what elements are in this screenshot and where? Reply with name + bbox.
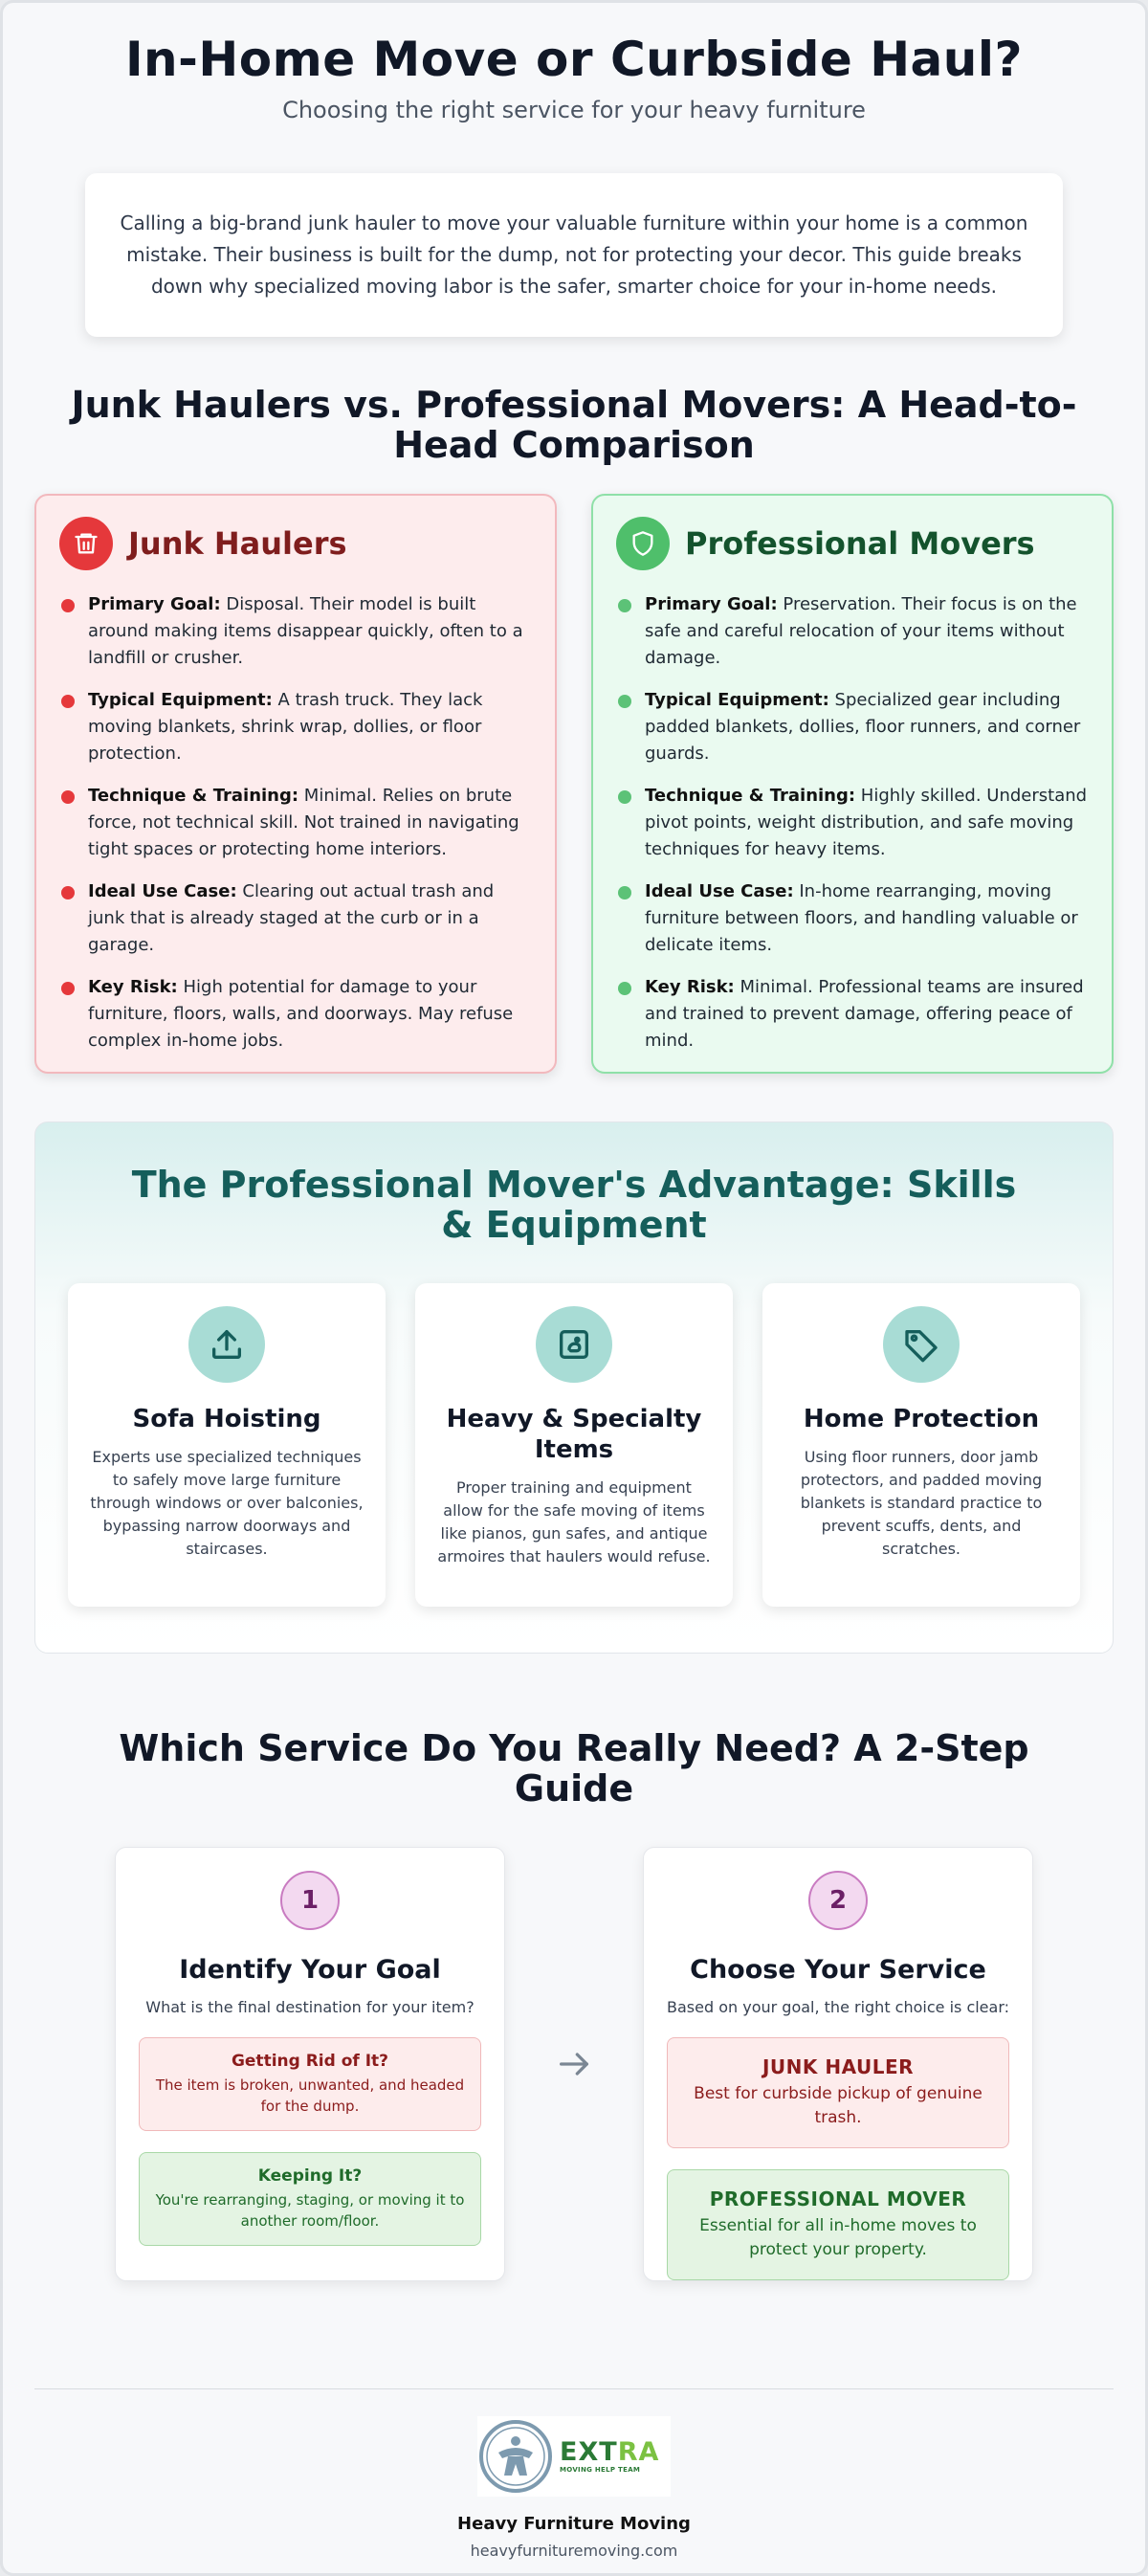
guide-steps	[3, 1847, 1145, 2281]
upload-arrow-icon	[188, 1306, 265, 1383]
list-item: Typical Equipment: Specialized gear including padded blankets, dollies, floor runners, and corner guards.	[616, 687, 1089, 767]
junk-haulers-column	[34, 494, 557, 1074]
arrow-right-icon	[505, 2045, 643, 2083]
bullet-dot	[618, 790, 631, 804]
step-description: What is the final destination for your item?	[145, 1998, 475, 2016]
professional-movers-column	[591, 494, 1114, 1074]
step-1-card	[115, 1847, 505, 2281]
option-professional-mover: PROFESSIONAL MOVER Essential for all in-home moves to protect your property.	[667, 2169, 1009, 2280]
intro-card: Calling a big-brand junk hauler to move your valuable furniture within your home is a common mistake. Their business is built for the dump, not for protecting your decor. This guide breaks down why specialized moving labor is the safer, smarter choice for your in-home needs.	[85, 173, 1063, 337]
junk-haulers-list	[59, 591, 532, 1055]
bullet-dot	[618, 982, 631, 995]
bullet-dot	[61, 599, 75, 612]
step-number-badge: 2	[808, 1871, 868, 1930]
step-number-badge: 1	[280, 1871, 340, 1930]
card-title: Sofa Hoisting	[132, 1405, 321, 1433]
advantage-card-sofa-hoisting	[68, 1283, 386, 1607]
shield-icon	[616, 517, 670, 570]
professional-movers-list	[616, 591, 1089, 1055]
bullet-dot	[61, 886, 75, 899]
step-title: Choose Your Service	[690, 1955, 986, 1985]
list-item: Ideal Use Case: Clearing out actual trash and junk that is already staged at the curb or in a garage.	[59, 878, 532, 959]
bullet-dot	[61, 695, 75, 708]
bullet-dot	[618, 886, 631, 899]
advantage-cards	[68, 1283, 1080, 1607]
list-item: Typical Equipment: A trash truck. They lack moving blankets, shrink wrap, dollies, or floor protection.	[59, 687, 532, 767]
card-title: Home Protection	[803, 1405, 1040, 1433]
list-item: Ideal Use Case: In-home rearranging, moving furniture between floors, and handling valuable or delicate items.	[616, 878, 1089, 959]
advantage-title: The Professional Mover's Advantage: Skills & Equipment	[131, 1164, 1017, 1246]
option-junk-hauler: JUNK HAULER Best for curbside pickup of genuine trash.	[667, 2037, 1009, 2148]
option-getting-rid: Getting Rid of It? The item is broken, unwanted, and headed for the dump.	[139, 2037, 481, 2131]
list-item: Technique & Training: Highly skilled. Understand pivot points, weight distribution, and safe moving techniques for heavy items.	[616, 783, 1089, 863]
footer	[3, 2389, 1145, 2560]
option-keeping: Keeping It? You're rearranging, staging, or moving it to another room/floor.	[139, 2152, 481, 2246]
professional-movers-heading: Professional Movers	[685, 525, 1035, 562]
header	[3, 3, 1145, 123]
brand-name: Heavy Furniture Moving	[457, 2514, 691, 2534]
card-text: Experts use specialized techniques to safely move large furniture through windows or over balconies, bypassing narrow doorways and staircases.	[90, 1448, 364, 1558]
list-item: Primary Goal: Preservation. Their focus is on the safe and careful relocation of your items without damage.	[616, 591, 1089, 672]
comparison-columns	[34, 494, 1114, 1074]
list-item: Technique & Training: Minimal. Relies on brute force, not technical skill. Not trained in navigating tight spaces or protecting home interiors.	[59, 783, 532, 863]
brand-logo[interactable]: EXTRA MOVING HELP TEAM	[477, 2416, 671, 2497]
bullet-dot	[618, 695, 631, 708]
list-item: Primary Goal: Disposal. Their model is built around making items disappear quickly, often to a landfill or crusher.	[59, 591, 532, 672]
step-2-card	[643, 1847, 1033, 2281]
page-title: In-Home Move or Curbside Haul?	[124, 32, 1024, 87]
comparison-title: Junk Haulers vs. Professional Movers: A Head-to-Head Comparison	[71, 384, 1077, 466]
website-link[interactable]: heavyfurnituremoving.com	[470, 2542, 678, 2560]
trash-icon	[59, 517, 113, 570]
mover-figure-icon	[477, 2418, 554, 2495]
page-subtitle: Choosing the right service for your heavy furniture	[282, 97, 866, 123]
bullet-dot	[618, 599, 631, 612]
advantage-section	[34, 1121, 1114, 1654]
list-item: Key Risk: High potential for damage to your furniture, floors, walls, and doorways. May refuse complex in-home jobs.	[59, 974, 532, 1055]
bullet-dot	[61, 790, 75, 804]
advantage-card-heavy-items	[415, 1283, 733, 1607]
step-title: Identify Your Goal	[179, 1955, 441, 1985]
card-title: Heavy & Specialty Items	[446, 1405, 702, 1464]
piggy-bank-icon	[536, 1306, 612, 1383]
card-text: Using floor runners, door jamb protectors, and padded moving blankets is standard practice to prevent scuffs, dents, and scratches.	[800, 1448, 1043, 1558]
guide-title: Which Service Do You Really Need? A 2-Step Guide	[119, 1727, 1029, 1810]
card-text: Proper training and equipment allow for the safe moving of items like pianos, gun safes, and antique armoires that haulers would refuse.	[437, 1478, 711, 1566]
advantage-card-home-protection	[762, 1283, 1080, 1607]
tag-icon	[883, 1306, 960, 1383]
bullet-dot	[61, 982, 75, 995]
step-description: Based on your goal, the right choice is clear:	[667, 1998, 1010, 2016]
list-item: Key Risk: Minimal. Professional teams are insured and trained to prevent damage, offering peace of mind.	[616, 974, 1089, 1055]
junk-haulers-heading: Junk Haulers	[128, 525, 347, 562]
